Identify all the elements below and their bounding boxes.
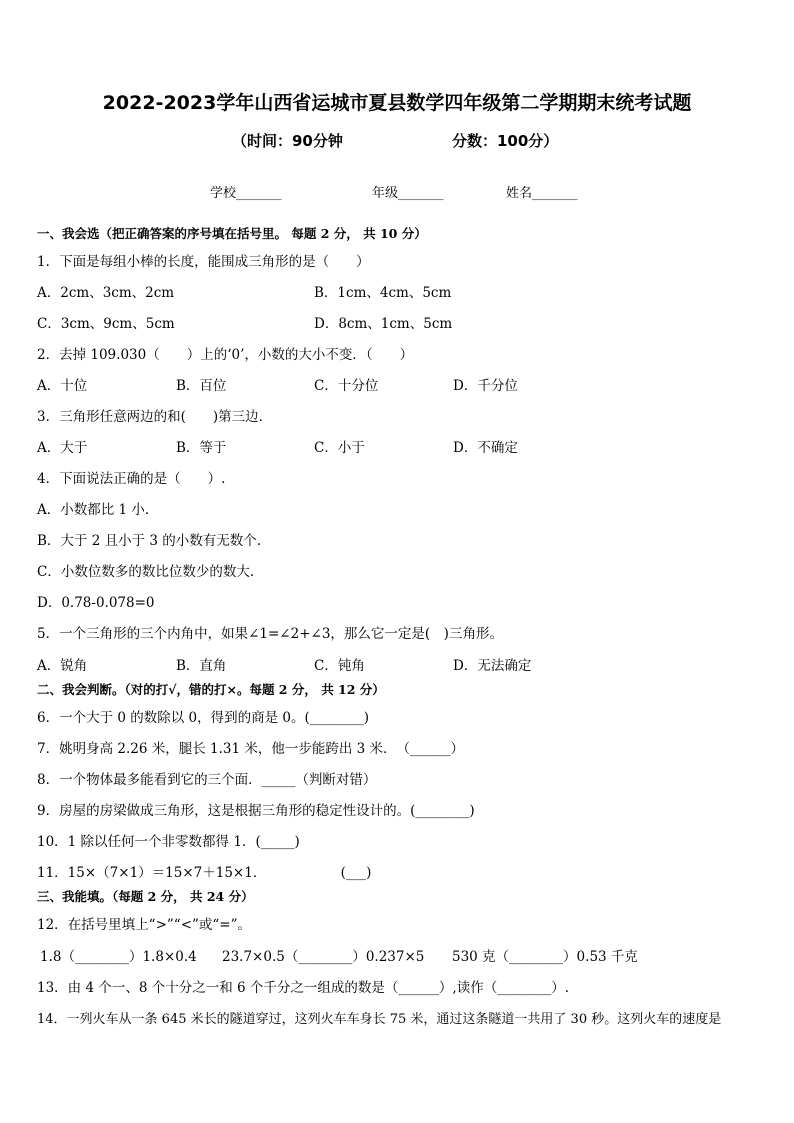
question-10: 10．1 除以任何一个非零数都得 1．(_____)	[37, 834, 300, 850]
q3-option-d: D．不确定	[453, 440, 518, 456]
q5-option-b: B．直角	[176, 658, 227, 674]
total-score: 分数：100分）	[452, 132, 559, 150]
q4-option-b: B．大于 2 且小于 3 的小数有无数个.	[37, 533, 262, 549]
school-field: 学校_______	[210, 186, 282, 201]
name-field: 姓名_______	[506, 186, 578, 201]
q2-option-d: D．千分位	[453, 378, 518, 394]
q2-option-a: A．十位	[37, 378, 88, 394]
q1-option-a: A．2cm、3cm、2cm	[37, 285, 175, 301]
time-limit: （时间：90分钟	[232, 132, 343, 150]
q3-option-c: C．小于	[314, 440, 365, 456]
question-11: 11．15×（7×1）＝15×7＋15×1． (___)	[37, 865, 372, 881]
question-8: 8．一个物体最多能看到它的三个面．_____（判断对错）	[37, 772, 377, 788]
section-heading-3: 三、我能填。（每题 2 分， 共 24 分）	[37, 889, 254, 904]
q4-option-a: A．小数都比 1 小.	[37, 502, 150, 518]
question-14: 14．一列火车从一条 645 米长的隧道穿过，这列火车车身长 75 米，通过这条隧道一共用了 30 秒。这列火车的速度是	[37, 1012, 722, 1027]
question-2: 2．去掉 109.030（ ）上的‘0’，小数的大小不变．（ ）	[37, 347, 414, 363]
q1-option-d: D．8cm、1cm、5cm	[314, 316, 453, 332]
q5-option-c: C．钝角	[314, 658, 365, 674]
q12-part-3: 530 克（________）0.53 千克	[452, 949, 638, 965]
question-4: 4．下面说法正确的是（ ）.	[37, 471, 226, 487]
grade-field: 年级_______	[372, 186, 444, 201]
q12-part-1: 1.8（________）1.8×0.4	[40, 949, 197, 965]
question-9: 9．房屋的房梁做成三角形，这是根据三角形的稳定性设计的。(________)	[37, 803, 475, 819]
question-3: 3．三角形任意两边的和( )第三边．	[37, 409, 273, 425]
q12-part-2: 23.7×0.5（________）0.237×5	[222, 949, 425, 965]
section-heading-2: 二、我会判断。（对的打√，错的打×。每题 2 分， 共 12 分）	[37, 682, 385, 697]
q2-option-c: C．十分位	[314, 378, 379, 394]
question-6: 6．一个大于 0 的数除以 0，得到的商是 0。(________)	[37, 710, 370, 726]
page-title: 2022-2023学年山西省运城市夏县数学四年级第二学期期末统考试题	[102, 92, 692, 114]
question-7: 7．姚明身高 2.26 米，腿长 1.31 米，他一步能跨出 3 米． （______）	[37, 741, 465, 757]
section-heading-1: 一、我会选（把正确答案的序号填在括号里。 每题 2 分， 共 10 分）	[37, 226, 427, 241]
q4-option-d: D．0.78-0.078=0	[37, 595, 155, 611]
q1-option-b: B．1cm、4cm、5cm	[314, 285, 452, 301]
q1-option-c: C．3cm、9cm、5cm	[37, 316, 175, 332]
q2-option-b: B．百位	[176, 378, 227, 394]
q4-option-c: C．小数位数多的数比位数少的数大.	[37, 564, 255, 580]
q5-option-a: A．锐角	[37, 658, 88, 674]
question-5: 5．一个三角形的三个内角中，如果∠1=∠2+∠3，那么它一定是( )三角形。	[37, 626, 503, 642]
q3-option-b: B．等于	[176, 440, 227, 456]
question-1: 1．下面是每组小棒的长度，能围成三角形的是（ ）	[37, 254, 370, 270]
question-13: 13．由 4 个一、8 个十分之一和 6 个千分之一组成的数是（______）,读作（________）.	[37, 980, 569, 996]
q5-option-d: D．无法确定	[453, 658, 532, 674]
question-12: 12．在括号里填上“>”“<”或“=”。	[37, 917, 252, 933]
q3-option-a: A．大于	[37, 440, 88, 456]
